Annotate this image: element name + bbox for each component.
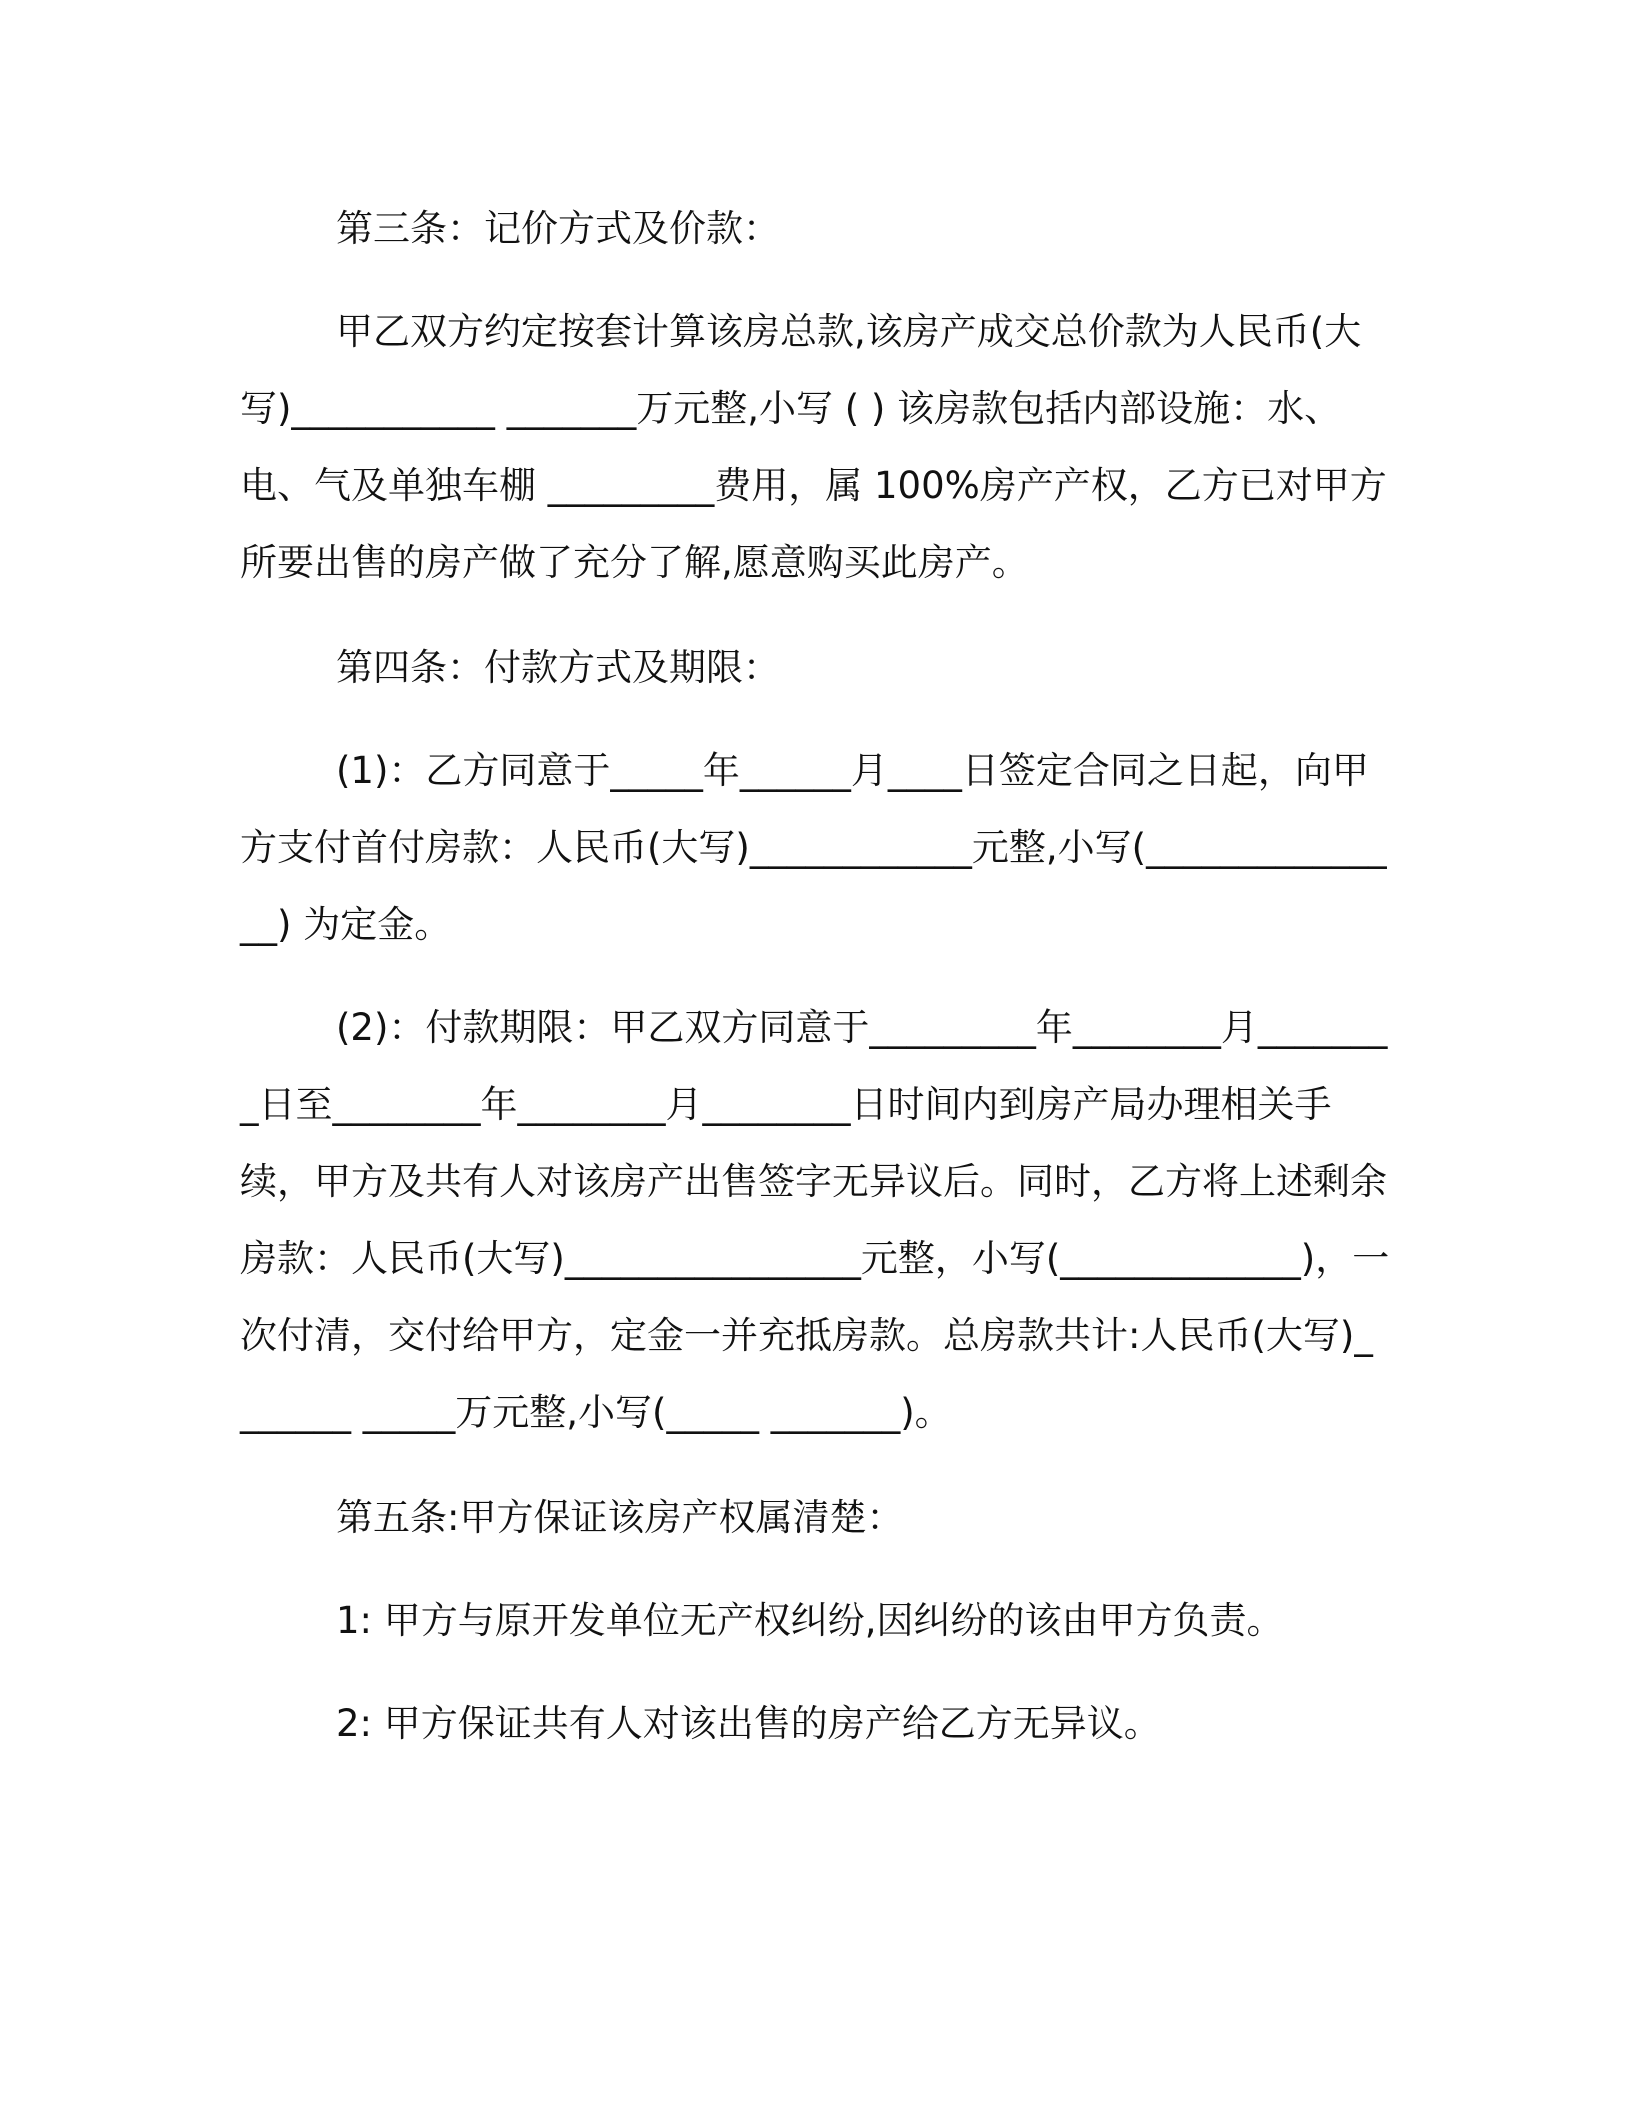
article-5-item-1: 1: 甲方与原开发单位无产权纠纷,因纠纷的该由甲方负责。 — [336, 1599, 1284, 1642]
article-4-heading: 第四条：付款方式及期限： — [336, 646, 780, 689]
article-4-item-2: (2)：付款期限：甲乙双方同意于_________年________月________日至________年________月________日时间内到房产局办理相关手续，甲方及共有人对该房产出售签字无异议后。同时，乙方将上述剩余房款：人民币(大写)________________元整，小写(_____________)，一次付清，交付给甲方，定金一并充抵房款。总房款共计:人民币(大写)_______ _____万元整,小写(_____ _______)。 — [240, 1006, 1390, 1434]
article-4-item-1: (1)：乙方同意于_____年______月____日签定合同之日起，向甲方支付首付房款：人民币(大写)____________元整,小写(_______________) 为定金。 — [240, 749, 1387, 946]
article-3-body: 甲乙双方约定按套计算该房总款,该房产成交总价款为人民币(大写)___________ _______万元整,小写 ( ) 该房款包括内部设施：水、电、气及单独车棚 _________费用，属 100%房产产权，乙方已对甲方所要出售的房产做了充分了解,愿意购买此房产。 — [240, 310, 1387, 584]
article-3-heading: 第三条：记价方式及价款： — [336, 207, 780, 250]
article-5-item-2: 2: 甲方保证共有人对该出售的房产给乙方无异议。 — [336, 1702, 1161, 1745]
document-body — [240, 190, 1390, 1762]
article-5-heading: 第五条:甲方保证该房产权属清楚： — [336, 1496, 904, 1539]
